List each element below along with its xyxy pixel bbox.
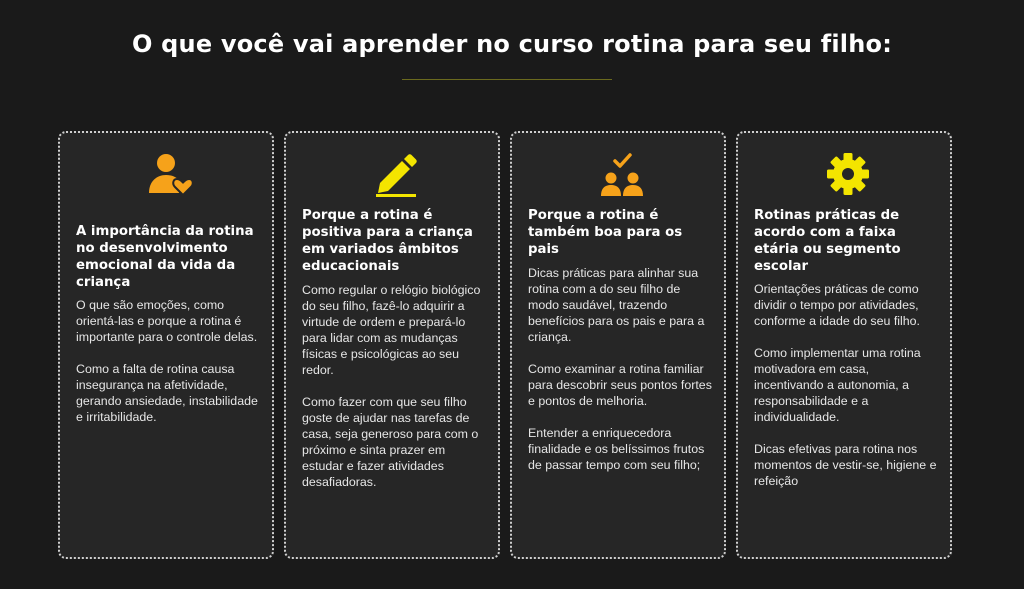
card-paragraph: Como examinar a rotina familiar para descobrir seus pontos fortes e pontos de melhoria. — [528, 362, 712, 408]
card-good-for-parents — [510, 131, 726, 559]
card-body — [76, 297, 262, 441]
card-paragraph: O que são emoções, como orientá-las e porque a rotina é importante para o controle delas. — [76, 298, 258, 344]
card-practical-routines — [736, 131, 952, 559]
card-paragraph: Entender a enriquecedora finalidade e os belíssimos frutos de passar tempo com seu filho; — [528, 426, 705, 472]
gear-icon — [824, 151, 872, 197]
users-check-icon — [598, 151, 646, 197]
card-paragraph: Como fazer com que seu filho goste de ajudar nas tarefas de casa, seja generoso para com o próximo e sinta prazer em estudar e fazer atividades desafiadoras. — [302, 395, 479, 489]
pencil-icon — [372, 151, 420, 197]
card-heading: Porque a rotina é positiva para a criança em variados âmbitos educacionais — [302, 208, 473, 274]
page-title: O que você vai aprender no curso rotina para seu filho: — [132, 30, 892, 58]
card-body — [754, 281, 940, 505]
card-heading: Porque a rotina é também boa para os pais — [528, 208, 683, 257]
card-body — [302, 282, 488, 506]
card-heading: A importância da rotina no desenvolvimento emocional da vida da criança — [76, 224, 254, 290]
card-paragraph: Dicas práticas para alinhar sua rotina com a do seu filho de modo saudável, trazendo benefícios para os pais e para a criança. — [528, 266, 705, 344]
card-positive-routine — [284, 131, 500, 559]
user-heart-icon — [146, 151, 194, 197]
card-paragraph: Orientações práticas de como dividir o tempo por atividades, conforme a idade do seu filho. — [754, 282, 921, 328]
card-emotional-importance — [58, 131, 274, 559]
card-paragraph: Dicas efetivas para rotina nos momentos de vestir-se, higiene e refeição — [754, 442, 937, 488]
title-divider — [402, 79, 612, 80]
card-paragraph: Como implementar uma rotina motivadora em casa, incentivando a autonomia, a responsabilidade e a individualidade. — [754, 346, 921, 424]
card-heading: Rotinas práticas de acordo com a faixa etária ou segmento escolar — [754, 208, 901, 274]
card-paragraph: Como regular o relógio biológico do seu filho, fazê-lo adquirir a virtude de ordem e prepará-lo para lidar com as mudanças físicas e psicológicas ao seu redor. — [302, 283, 481, 377]
card-body — [528, 265, 714, 489]
card-paragraph: Como a falta de rotina causa insegurança na afetividade, gerando ansiedade, instabilidade e irritabilidade. — [76, 362, 258, 424]
